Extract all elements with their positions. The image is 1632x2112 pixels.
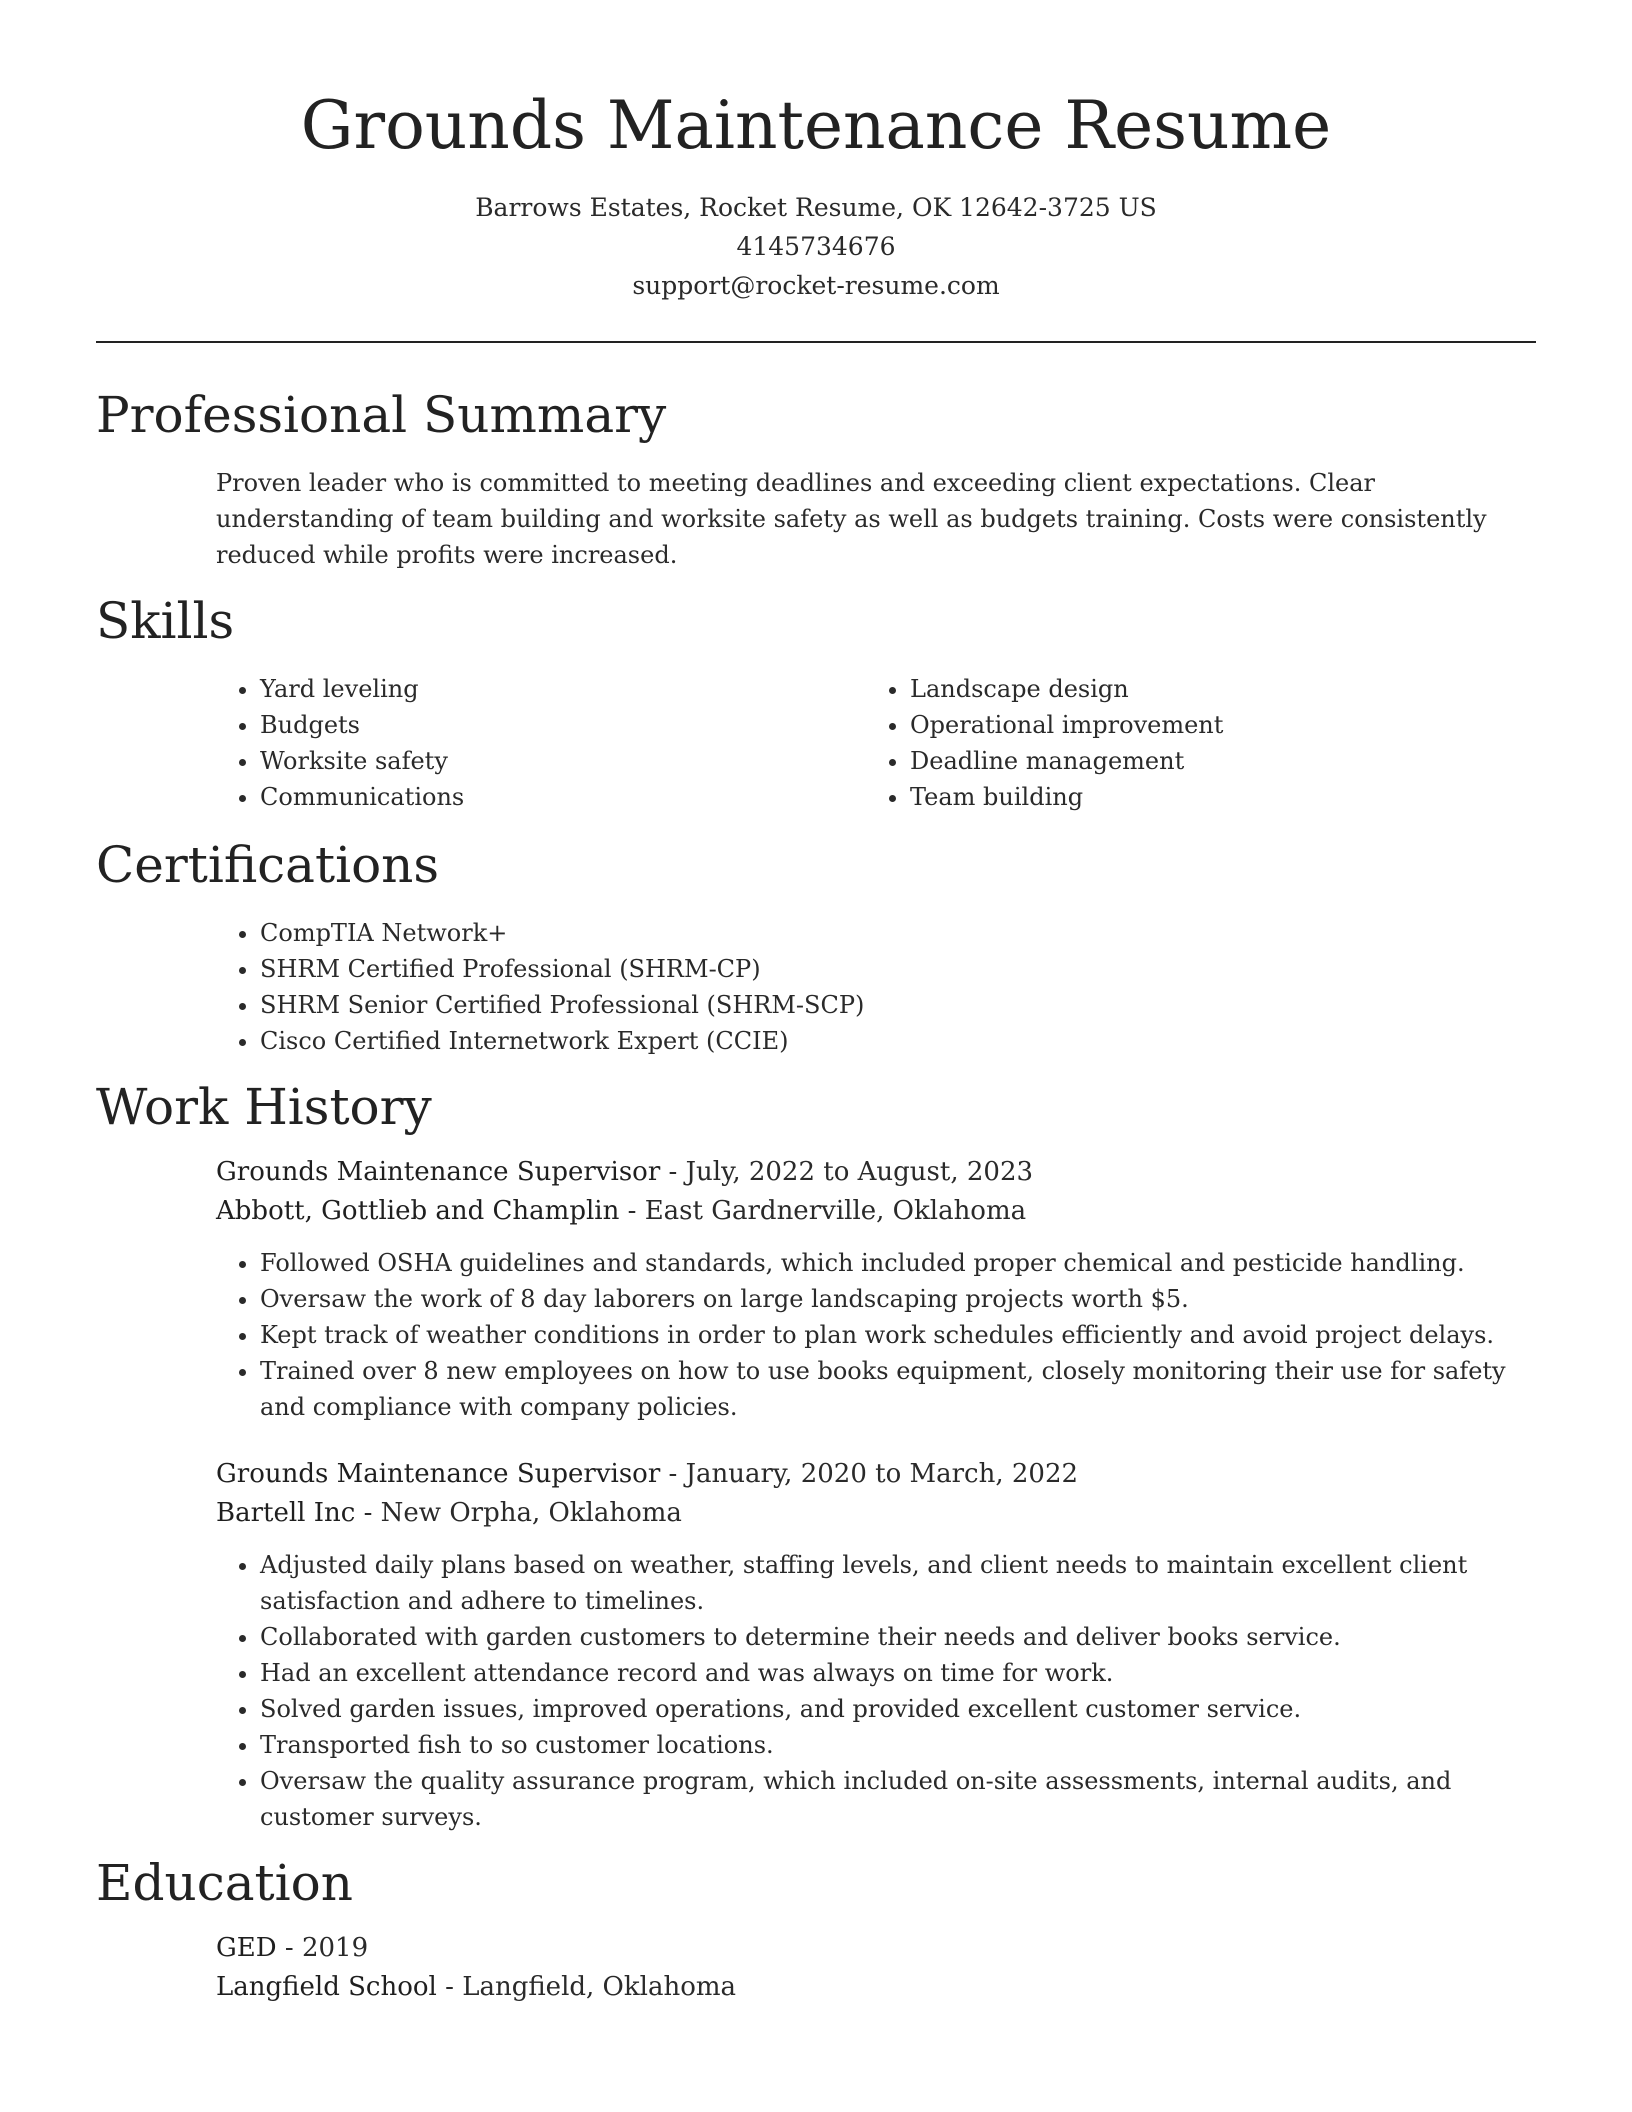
job-duty-item: • Solved garden issues, improved operations, and provided excellent customer service. — [260, 1691, 1536, 1727]
skills-list — [96, 671, 1536, 815]
education-year: 2019 — [301, 1933, 369, 1963]
skill-item: • Landscape design — [910, 671, 1516, 707]
job-duty-item: • Oversaw the work of 8 day laborers on large landscaping projects worth $5. — [260, 1281, 1536, 1317]
certifications-section — [96, 835, 1536, 1059]
education-location: Langfield, Oklahoma — [462, 1972, 736, 2002]
separator: - — [436, 1972, 463, 2002]
job-duty-item: • Kept track of weather conditions in order to plan work schedules efficiently and avoid project delays. — [260, 1317, 1536, 1353]
work-history-section — [96, 1077, 1536, 1835]
separator: - — [276, 1933, 302, 1963]
job-dates: January, 2020 to March, 2022 — [685, 1459, 1079, 1489]
education-degree-line — [216, 1929, 1536, 1968]
skills-section — [96, 591, 1536, 815]
separator: - — [660, 1157, 686, 1187]
certification-item: • CompTIA Network+ — [260, 915, 1536, 951]
header-divider — [96, 341, 1536, 343]
job-duty-item: • Transported fish to so customer locations. — [260, 1727, 1536, 1763]
separator: - — [660, 1459, 686, 1489]
job-location: East Gardnerville, Oklahoma — [644, 1196, 1027, 1226]
summary-text: Proven leader who is committed to meeting deadlines and exceeding client expectations. Clear understanding of team building and worksite safety as well as budgets training. Costs were consistently reduced while profits were increased. — [216, 469, 1487, 569]
job-duties — [216, 1245, 1536, 1425]
summary-section — [96, 385, 1536, 573]
work-history-heading: Work History — [96, 1078, 432, 1136]
job-company: Bartell Inc — [216, 1498, 356, 1528]
education-degree: GED — [216, 1933, 277, 1963]
separator: - — [355, 1498, 381, 1528]
job-duty-item: • Trained over 8 new employees on how to use books equipment, closely monitoring their use for safety and compliance with company policies. — [260, 1353, 1536, 1425]
job-role: Grounds Maintenance Supervisor — [216, 1157, 661, 1187]
job-duties — [216, 1547, 1536, 1835]
certification-item: • SHRM Certified Professional (SHRM-CP) — [260, 951, 1536, 987]
job-title-line — [216, 1153, 1536, 1192]
job-title-line — [216, 1455, 1536, 1494]
education-school-line — [216, 1968, 1536, 2007]
skill-item: • Deadline management — [910, 743, 1516, 779]
job-duty-item: • Oversaw the quality assurance program, which included on-site assessments, internal audits, and customer surveys. — [260, 1763, 1536, 1835]
certifications-heading: Certifications — [96, 836, 440, 894]
job-duty-item: • Adjusted daily plans based on weather, staffing levels, and client needs to maintain excellent client satisfaction and adhere to timelines. — [260, 1547, 1536, 1619]
job-company: Abbott, Gottlieb and Champlin — [216, 1196, 620, 1226]
address-text: Barrows Estates, Rocket Resume, OK 12642-3725 US — [475, 193, 1157, 222]
job-duty-item: • Had an excellent attendance record and was always on time for work. — [260, 1655, 1536, 1691]
job-entry — [96, 1455, 1536, 1835]
certification-item: • SHRM Senior Certified Professional (SHRM-SCP) — [260, 987, 1536, 1023]
page-title: Grounds Maintenance Resume — [300, 87, 1332, 164]
skill-item: • Operational improvement — [910, 707, 1516, 743]
summary-heading: Professional Summary — [96, 386, 667, 444]
job-entry — [96, 1153, 1536, 1425]
job-role: Grounds Maintenance Supervisor — [216, 1459, 661, 1489]
education-section — [96, 1853, 1536, 2007]
skill-item: • Communications — [260, 779, 866, 815]
skill-item: • Budgets — [260, 707, 866, 743]
job-duty-item: • Followed OSHA guidelines and standards, which included proper chemical and pesticide handling. — [260, 1245, 1536, 1281]
phone-text: 4145734676 — [736, 232, 896, 261]
job-duty-item: • Collaborated with garden customers to determine their needs and deliver books service. — [260, 1619, 1536, 1655]
skill-item: • Team building — [910, 779, 1516, 815]
job-company-line — [216, 1192, 1536, 1231]
skills-heading: Skills — [96, 592, 235, 650]
skill-item: • Worksite safety — [260, 743, 866, 779]
email-text: support@rocket-resume.com — [632, 271, 1000, 300]
education-school: Langfield School — [216, 1972, 437, 2002]
resume-header — [96, 0, 1536, 305]
skill-item: • Yard leveling — [260, 671, 866, 707]
job-company-line — [216, 1494, 1536, 1533]
certifications-list — [216, 915, 1536, 1059]
education-heading: Education — [96, 1854, 353, 1912]
job-dates: July, 2022 to August, 2023 — [685, 1157, 1034, 1187]
contact-info — [96, 188, 1536, 305]
certification-item: • Cisco Certified Internetwork Expert (CCIE) — [260, 1023, 1536, 1059]
separator: - — [619, 1196, 645, 1226]
job-location: New Orpha, Oklahoma — [380, 1498, 682, 1528]
